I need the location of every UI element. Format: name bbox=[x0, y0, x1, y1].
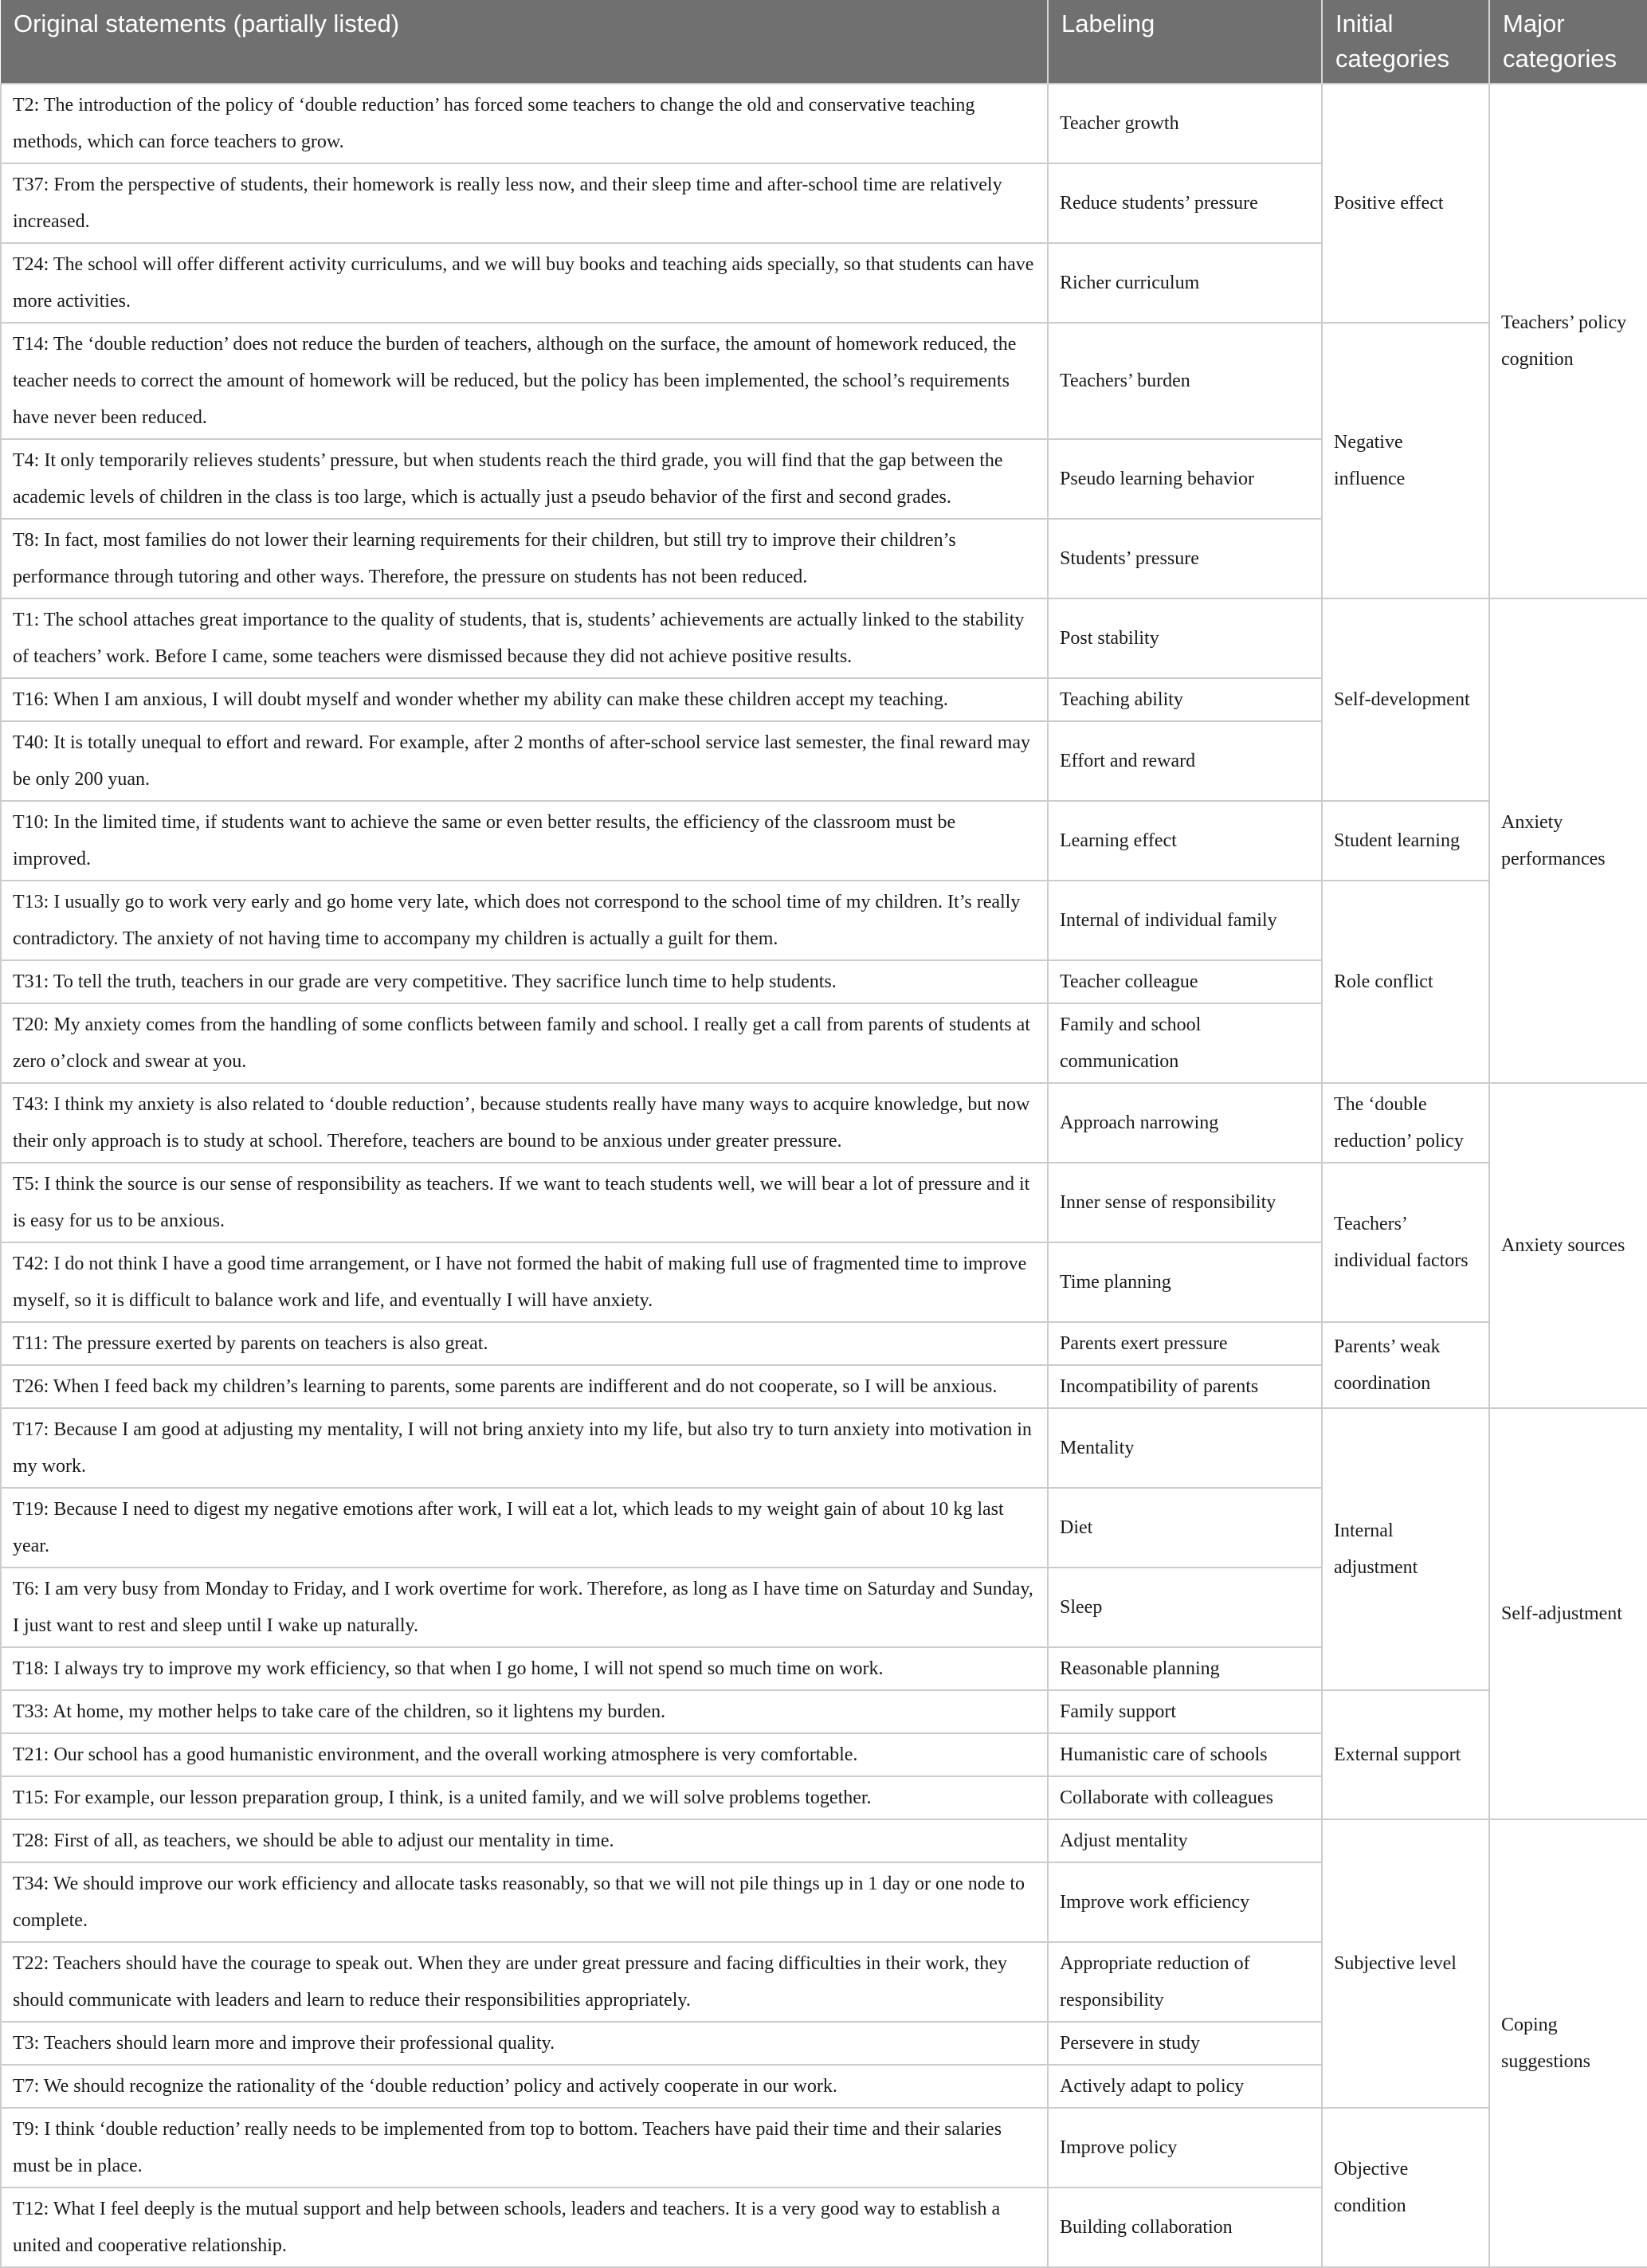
header-major-categories: Major categories bbox=[1489, 0, 1647, 84]
label-cell: Post stability bbox=[1048, 598, 1322, 678]
statement-cell: T26: When I feed back my children’s learning to parents, some parents are indifferent and do not cooperate, so I will be anxious. bbox=[1, 1365, 1048, 1408]
major-category-cell: Anxiety sources bbox=[1489, 1083, 1647, 1408]
initial-category-cell: Parents’ weak coordination bbox=[1322, 1322, 1489, 1408]
table-row bbox=[1, 1408, 1647, 1488]
header-original-statements: Original statements (partially listed) bbox=[1, 0, 1048, 84]
label-cell: Teacher colleague bbox=[1048, 960, 1322, 1003]
initial-category-cell: External support bbox=[1322, 1690, 1489, 1819]
initial-category-cell: The ‘double reduction’ policy bbox=[1322, 1083, 1489, 1163]
statement-cell: T1: The school attaches great importance to the quality of students, that is, students’ achievements are actually linked to the stability of teachers’ work. Before I came, some teachers were dismissed because they did not achieve positive results. bbox=[1, 598, 1048, 678]
label-cell: Improve work efficiency bbox=[1048, 1862, 1322, 1942]
statement-cell: T5: I think the source is our sense of responsibility as teachers. If we want to teach students well, we will bear a lot of pressure and it is easy for us to be anxious. bbox=[1, 1163, 1048, 1242]
label-cell: Adjust mentality bbox=[1048, 1819, 1322, 1862]
statement-cell: T31: To tell the truth, teachers in our grade are very competitive. They sacrifice lunch time to help students. bbox=[1, 960, 1048, 1003]
statement-cell: T22: Teachers should have the courage to speak out. When they are under great pressure and facing difficulties in their work, they should communicate with leaders and learn to reduce their responsibilities appropriately. bbox=[1, 1942, 1048, 2022]
label-cell: Learning effect bbox=[1048, 801, 1322, 881]
label-cell: Family and school communication bbox=[1048, 1003, 1322, 1083]
label-cell: Humanistic care of schools bbox=[1048, 1733, 1322, 1776]
statement-cell: T6: I am very busy from Monday to Friday, and I work overtime for work. Therefore, as long as I have time on Saturday and Sunday, I just want to rest and sleep until I wake up naturally. bbox=[1, 1568, 1048, 1647]
major-category-cell: Self-adjustment bbox=[1489, 1408, 1647, 1819]
statement-cell: T17: Because I am good at adjusting my mentality, I will not bring anxiety into my life, but also try to turn anxiety into motivation in my work. bbox=[1, 1408, 1048, 1488]
initial-category-cell: Teachers’ individual factors bbox=[1322, 1163, 1489, 1322]
statement-cell: T24: The school will offer different activity curriculums, and we will buy books and teaching aids specially, so that students can have more activities. bbox=[1, 243, 1048, 323]
statement-cell: T14: The ‘double reduction’ does not reduce the burden of teachers, although on the surface, the amount of homework reduced, the teacher needs to correct the amount of homework will be reduced, but the policy has been implemented, the school’s requirements have never been reduced. bbox=[1, 323, 1048, 439]
label-cell: Mentality bbox=[1048, 1408, 1322, 1488]
label-cell: Building collaboration bbox=[1048, 2188, 1322, 2267]
statement-cell: T8: In fact, most families do not lower their learning requirements for their children, but still try to improve their children’s performance through tutoring and other ways. Therefore, the pressure on students has not been reduced. bbox=[1, 519, 1048, 598]
statement-cell: T4: It only temporarily relieves students’ pressure, but when students reach the third grade, you will find that the gap between the academic levels of children in the class is too large, which is actually just a pseudo behavior of the first and second grades. bbox=[1, 439, 1048, 519]
initial-category-cell: Self-development bbox=[1322, 598, 1489, 801]
statement-cell: T3: Teachers should learn more and improve their professional quality. bbox=[1, 2022, 1048, 2065]
major-category-cell: Anxiety performances bbox=[1489, 598, 1647, 1083]
label-cell: Time planning bbox=[1048, 1242, 1322, 1322]
label-cell: Persevere in study bbox=[1048, 2022, 1322, 2065]
label-cell: Approach narrowing bbox=[1048, 1083, 1322, 1163]
statement-cell: T16: When I am anxious, I will doubt myself and wonder whether my ability can make these children accept my teaching. bbox=[1, 678, 1048, 721]
label-cell: Effort and reward bbox=[1048, 721, 1322, 801]
header-initial-categories: Initial categories bbox=[1322, 0, 1489, 84]
statement-cell: T20: My anxiety comes from the handling of some conflicts between family and school. I really get a call from parents of students at zero o’clock and swear at you. bbox=[1, 1003, 1048, 1083]
initial-category-cell: Role conflict bbox=[1322, 881, 1489, 1083]
statement-cell: T18: I always try to improve my work efficiency, so that when I go home, I will not spend so much time on work. bbox=[1, 1647, 1048, 1690]
label-cell: Teacher growth bbox=[1048, 84, 1322, 163]
initial-category-cell: Student learning bbox=[1322, 801, 1489, 881]
initial-category-cell: Positive effect bbox=[1322, 84, 1489, 323]
label-cell: Collaborate with colleagues bbox=[1048, 1776, 1322, 1819]
label-cell: Sleep bbox=[1048, 1568, 1322, 1647]
statement-cell: T12: What I feel deeply is the mutual support and help between schools, leaders and teachers. It is a very good way to establish a united and cooperative relationship. bbox=[1, 2188, 1048, 2267]
header-row bbox=[1, 0, 1647, 84]
statement-cell: T33: At home, my mother helps to take care of the children, so it lightens my burden. bbox=[1, 1690, 1048, 1733]
label-cell: Incompatibility of parents bbox=[1048, 1365, 1322, 1408]
statement-cell: T28: First of all, as teachers, we should be able to adjust our mentality in time. bbox=[1, 1819, 1048, 1862]
statement-cell: T19: Because I need to digest my negative emotions after work, I will eat a lot, which leads to my weight gain of about 10 kg last year. bbox=[1, 1488, 1048, 1568]
label-cell: Family support bbox=[1048, 1690, 1322, 1733]
table-row bbox=[1, 1322, 1647, 1365]
statement-cell: T21: Our school has a good humanistic environment, and the overall working atmosphere is very comfortable. bbox=[1, 1733, 1048, 1776]
statement-cell: T2: The introduction of the policy of ‘double reduction’ has forced some teachers to change the old and conservative teaching methods, which can force teachers to grow. bbox=[1, 84, 1048, 163]
statement-cell: T13: I usually go to work very early and go home very late, which does not correspond to the school time of my children. It’s really contradictory. The anxiety of not having time to accompany my children is actually a guilt for them. bbox=[1, 881, 1048, 960]
initial-category-cell: Subjective level bbox=[1322, 1819, 1489, 2108]
statement-cell: T15: For example, our lesson preparation group, I think, is a united family, and we will solve problems together. bbox=[1, 1776, 1048, 1819]
table-row bbox=[1, 598, 1647, 678]
label-cell: Parents exert pressure bbox=[1048, 1322, 1322, 1365]
label-cell: Reasonable planning bbox=[1048, 1647, 1322, 1690]
label-cell: Improve policy bbox=[1048, 2108, 1322, 2188]
table-row bbox=[1, 1819, 1647, 1862]
label-cell: Actively adapt to policy bbox=[1048, 2065, 1322, 2108]
statement-cell: T11: The pressure exerted by parents on teachers is also great. bbox=[1, 1322, 1048, 1365]
statement-cell: T9: I think ‘double reduction’ really needs to be implemented from top to bottom. Teachers have paid their time and their salaries must be in place. bbox=[1, 2108, 1048, 2188]
statement-cell: T37: From the perspective of students, their homework is really less now, and their sleep time and after-school time are relatively increased. bbox=[1, 163, 1048, 243]
label-cell: Inner sense of responsibility bbox=[1048, 1163, 1322, 1242]
statement-cell: T43: I think my anxiety is also related to ‘double reduction’, because students really have many ways to acquire knowledge, but now their only approach is to study at school. Therefore, teachers are bound to be anxious under greater pressure. bbox=[1, 1083, 1048, 1163]
initial-category-cell: Negative influence bbox=[1322, 323, 1489, 598]
label-cell: Reduce students’ pressure bbox=[1048, 163, 1322, 243]
table-row bbox=[1, 84, 1647, 163]
table-row bbox=[1, 1083, 1647, 1163]
label-cell: Pseudo learning behavior bbox=[1048, 439, 1322, 519]
major-category-cell: Coping suggestions bbox=[1489, 1819, 1647, 2267]
table-row bbox=[1, 323, 1647, 439]
label-cell: Teaching ability bbox=[1048, 678, 1322, 721]
header-labeling: Labeling bbox=[1048, 0, 1322, 84]
label-cell: Teachers’ burden bbox=[1048, 323, 1322, 439]
table-row bbox=[1, 2108, 1647, 2188]
table-row bbox=[1, 801, 1647, 881]
statement-cell: T10: In the limited time, if students want to achieve the same or even better results, the efficiency of the classroom must be improved. bbox=[1, 801, 1048, 881]
initial-category-cell: Objective condition bbox=[1322, 2108, 1489, 2267]
label-cell: Diet bbox=[1048, 1488, 1322, 1568]
label-cell: Appropriate reduction of responsibility bbox=[1048, 1942, 1322, 2022]
statement-cell: T42: I do not think I have a good time arrangement, or I have not formed the habit of making full use of fragmented time to improve myself, so it is difficult to balance work and life, and eventually I will have anxiety. bbox=[1, 1242, 1048, 1322]
statement-cell: T7: We should recognize the rationality of the ‘double reduction’ policy and actively cooperate in our work. bbox=[1, 2065, 1048, 2108]
statement-cell: T34: We should improve our work efficiency and allocate tasks reasonably, so that we will not pile things up in 1 day or one node to complete. bbox=[1, 1862, 1048, 1942]
statement-cell: T40: It is totally unequal to effort and reward. For example, after 2 months of after-school service last semester, the final reward may be only 200 yuan. bbox=[1, 721, 1048, 801]
table-row bbox=[1, 1690, 1647, 1733]
table-row bbox=[1, 1163, 1647, 1242]
label-cell: Richer curriculum bbox=[1048, 243, 1322, 323]
label-cell: Students’ pressure bbox=[1048, 519, 1322, 598]
major-category-cell: Teachers’ policy cognition bbox=[1489, 84, 1647, 598]
label-cell: Internal of individual family bbox=[1048, 881, 1322, 960]
initial-category-cell: Internal adjustment bbox=[1322, 1408, 1489, 1690]
table-row bbox=[1, 881, 1647, 960]
